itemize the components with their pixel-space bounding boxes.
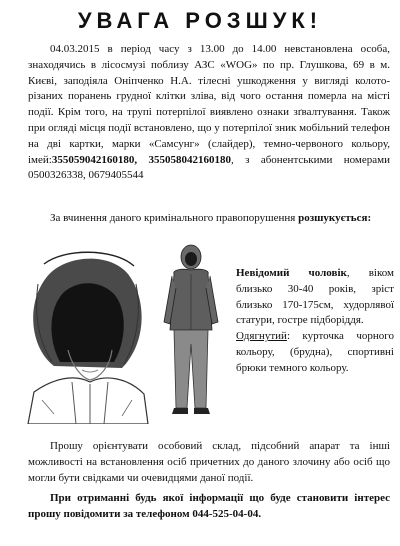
incident-text: 04.03.2015 в період часу з 13.00 до 14.00 невстановлена особа, знаходячись в лісосмузі поблизу АЗС «WOG» по пр. Глушкова, 69 в м. Києві, заподіяла Оніпченко Н.А. тілесні ушкодження у вигляді колото-різаних поранень грудної клітки зліва, від чого остання померла на місті події. Крім того, на трупі потерпілої виявлено ознаки зґвалтування. Також при огляді місця події встановлено, що у потерпілої зник мобільний телефон на дві картки, марки «Самсунг» (слайдер), темно-червоного кольору, імей:	[28, 43, 390, 166]
full-body-sketch	[160, 244, 222, 422]
incident-paragraph	[28, 42, 390, 184]
poster-title: УВАГА РОЗШУК!	[77, 8, 323, 33]
phone-numbers-text: , з абонентськими номерами 0500326338, 0679405544	[28, 153, 390, 182]
contact-paragraph: При отриманні будь якої інформації що буде становити інтерес прошу повідомити за телефоном 044-525-04-04.	[28, 492, 390, 520]
suspect-description-text: , віком близько 30-40 років, зріст близько 170-175см, худорлявої статури, гостре підборіддя.	[236, 267, 394, 327]
appeal-paragraph: Прошу орієнтувати особовий склад, підсобний апарат та інші можливості на встановлення осіб причетних до даного злочину або осіб що могли бути свідками чи очевидцями даної події.	[28, 440, 390, 484]
imei-1: 355059042160180	[51, 153, 135, 166]
wanted-intro	[28, 211, 390, 227]
suspect-label: Невідомий чоловік	[236, 267, 347, 279]
wanted-intro-text: За вчинення даного кримінального правопорушення	[50, 212, 299, 224]
suspect-description	[236, 266, 394, 377]
clothing-text: : курточка чорного кольору, (брудна), спортивні брюки темного кольору.	[236, 330, 394, 374]
imei-2: 355058042160180	[148, 153, 231, 166]
wanted-keyword: розшукується:	[298, 212, 372, 224]
imei-separator: ,	[134, 153, 149, 166]
clothing-label: Одягнутий	[236, 330, 287, 343]
hooded-face-sketch	[24, 244, 150, 424]
